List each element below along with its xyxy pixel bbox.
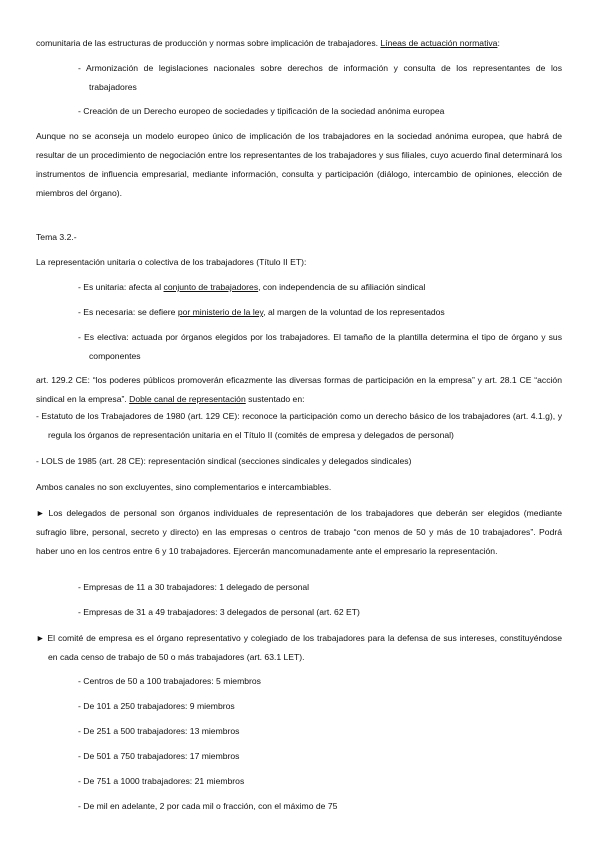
list-item: - De 751 a 1000 trabajadores: 21 miembros	[78, 776, 245, 786]
text: sustentado en:	[245, 394, 305, 404]
paragraph: La representación unitaria o colectiva de los trabajadores (Título II ET):	[36, 257, 307, 267]
list-item: - Empresas de 31 a 49 trabajadores: 3 delegados de personal (art. 62 ET)	[78, 607, 360, 617]
list-item: - Es electiva: actuada por órganos elegidos por los trabajadores. El tamaño de la plantilla determina el tipo de órgano y sus componentes	[78, 332, 562, 361]
text: , con independencia de su afiliación sindical	[258, 282, 426, 292]
list-item: - De 251 a 500 trabajadores: 13 miembros	[78, 726, 240, 736]
list-item: - De mil en adelante, 2 por cada mil o fracción, con el máximo de 75	[78, 801, 338, 811]
underlined-text: Doble canal de representación	[129, 394, 246, 404]
paragraph: Aunque no se aconseja un modelo europeo único de implicación de los trabajadores en la sociedad anónima europea, que habrá de resultar de un procedimiento de negociación entre los representantes de los trabajadores y sus filiales, cuyo acuerdo final determinará los instrumentos de influencia empresarial, mediante información, consulta y participación (diálogo, intercambio de opiniones, elección de miembros del órgano).	[36, 131, 562, 198]
list-item	[78, 278, 562, 297]
text: art. 129.2 CE: “los poderes públicos promoverán eficazmente las diversas formas de participación en la empresa” y art. 28.1 CE “acción sindical en la empresa”.	[36, 375, 562, 404]
underlined-text: Líneas de actuación normativa	[380, 38, 498, 48]
text: - Es unitaria: afecta al	[78, 282, 164, 292]
list-item: - Centros de 50 a 100 trabajadores: 5 miembros	[78, 676, 261, 686]
paragraph: - Estatuto de los Trabajadores de 1980 (art. 129 CE): reconoce la participación como un derecho básico de los trabajadores (art. 4.1.g), y regula los órganos de representación unitaria en el Título II (comités de empresa y delegados de personal)	[36, 411, 562, 440]
list-item: - Empresas de 11 a 30 trabajadores: 1 delegado de personal	[78, 582, 310, 592]
underlined-text: por ministerio de la ley	[177, 307, 264, 317]
list-item: - Creación de un Derecho europeo de sociedades y tipificación de la sociedad anónima europea	[78, 106, 445, 116]
paragraph: - LOLS de 1985 (art. 28 CE): representación sindical (secciones sindicales y delegados sindicales)	[36, 456, 412, 466]
text: , al margen de la voluntad de los representados	[263, 307, 445, 317]
text: - Es necesaria: se defiere	[78, 307, 178, 317]
list-item: - Armonización de legislaciones nacionales sobre derechos de información y consulta de los representantes de los trabajadores	[78, 63, 562, 92]
paragraph: Ambos canales no son excluyentes, sino complementarios e intercambiables.	[36, 482, 332, 492]
paragraph: ► El comité de empresa es el órgano representativo y colegiado de los trabajadores para la defensa de sus intereses, constituyéndose en cada censo de trabajo de 50 o más trabajadores (art. 63.1 LET).	[36, 633, 562, 662]
list-item	[78, 303, 562, 322]
paragraph: ► Los delegados de personal son órganos individuales de representación de los trabajadores que deberán ser elegidos (mediante sufragio libre, personal, secreto y directo) en las empresas o centros de trabajo “con menos de 50 y más de 10 trabajadores”. Podrá haber uno en los centros entre 6 y 10 trabajadores. Ejercerán mancomunadamente ante el empresario la representación.	[36, 508, 562, 556]
list-item: - De 101 a 250 trabajadores: 9 miembros	[78, 701, 235, 711]
text: :	[497, 38, 500, 48]
list-item: - De 501 a 750 trabajadores: 17 miembros	[78, 751, 240, 761]
paragraph-intro	[36, 34, 562, 53]
paragraph	[36, 371, 562, 409]
section-heading: Tema 3.2.-	[36, 232, 77, 242]
text: comunitaria de las estructuras de producción y normas sobre implicación de trabajadores.	[36, 38, 381, 48]
underlined-text: conjunto de trabajadores	[163, 282, 259, 292]
